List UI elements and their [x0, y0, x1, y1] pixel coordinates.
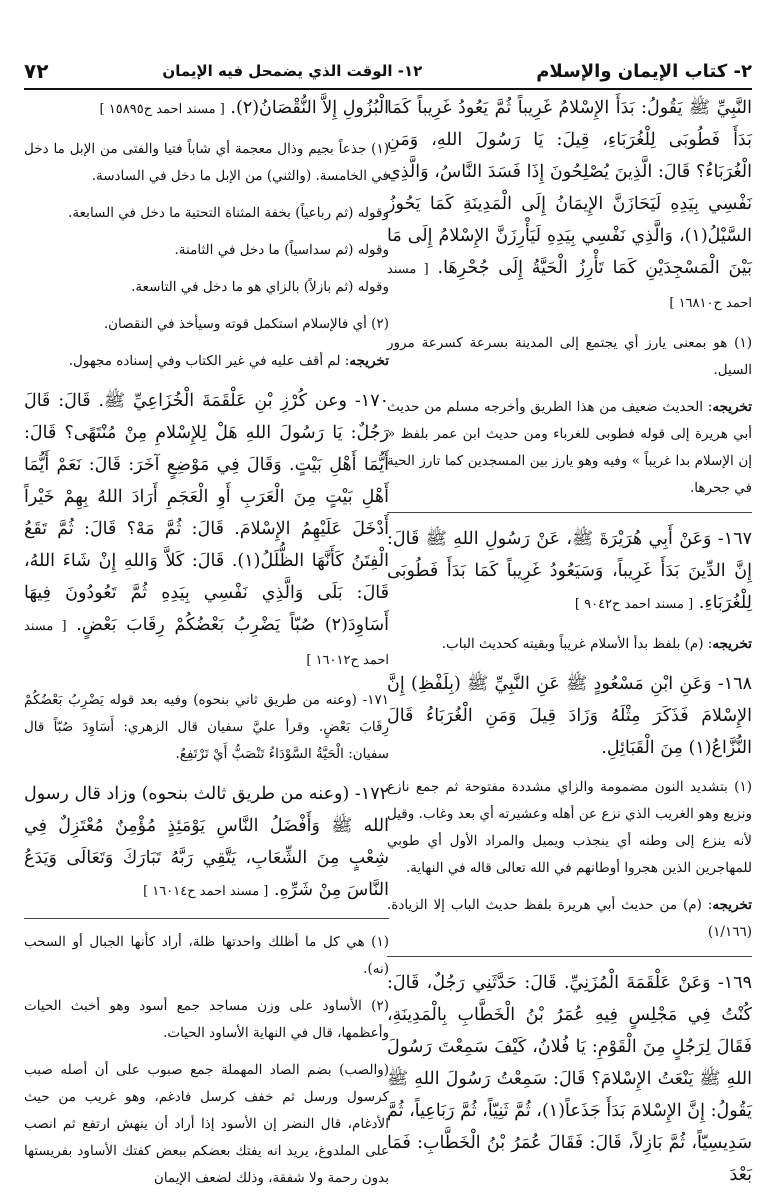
paragraph-text: ١٦٧- وَعَنْ أَبِي هُرَيْرَةَ ﷺ، عَنْ رَسُولِ اللهِ ﷺ قَالَ: إِنَّ الدِّينَ بَدَأَ غَرِيباً، وَسَيَعُودُ غَرِيباً كَمَا بَدَأَ فَطُوبَى لِلْغُرَبَاءِ.	[387, 529, 752, 613]
footnote	[24, 1057, 389, 1192]
source-reference: [ مسند احمد ح١٦٠١٢ ]	[24, 619, 389, 668]
paragraph-text: (٢) أي فالإسلام استكمل قوته وسيأخذ في النقصان.	[103, 316, 389, 332]
right-column	[387, 92, 752, 1185]
hadith-text	[24, 92, 389, 126]
paragraph-text: وقوله (ثم سداسياً) ما دخل في الثامنة.	[174, 242, 389, 258]
takhrij-note	[387, 394, 752, 502]
source-reference: [ مسند احمد ح١٦٠١٤ ]	[143, 884, 269, 899]
hadith-text	[387, 523, 752, 621]
paragraph-text: وقوله (ثم بازلاً) بالزاي هو ما دخل في التاسعة.	[131, 279, 389, 295]
takhrij-label: تخريجه	[712, 897, 752, 913]
divider	[387, 512, 752, 513]
paragraph-text: (١) جذعاً بجيم وذال معجمة أي شاباً فتيا والفتى من الإبل ما دخل في الخامسة. (والثني) من الإبل ما دخل في السادسة.	[24, 141, 389, 184]
paragraph-text: ١٦٨- وَعَنِ ابْنِ مَسْعُودٍ ﷺ عَنِ النَّبِيِّ ﷺ (بِلَفْظِ) إِنَّ الإِسْلامَ فَذَكَرَ مِثْلَهُ وَزَادَ قِيلَ وَمَنِ الْغُرَبَاءُ قَالَ النُّزَّاعُ(١) مِنَ الْقَبَائِلِ.	[387, 674, 752, 758]
header-rule	[24, 88, 752, 90]
paragraph-text: (١) بتشديد النون مضمومة والزاي مشددة مفتوحة ثم جمع نازع ونزيع وهو الغريب الذي نزع عن أهله وعشيرته أي بعد وغاب. وقيل لأنه ينزع إلى وطنه أي ينجذب ويميل والمراد الأول أي طوبي للمهاجرين الذين هجروا أوطانهم في الله تعالى قاله في النهاية.	[387, 779, 752, 876]
paragraph-text: ١٦٩- وَعَنْ عَلْقَمَةَ الْمُزَنِيِّ. قَالَ: حَدَّثَنِي رَجُلٌ، قَالَ: كُنْتُ فِي مَجْلِسٍ فِيهِ عُمَرُ بْنُ الْخَطَّابِ بِالْمَدِينَةِ، فَقَالَ لِرَجُلٍ مِنَ الْقَوْمِ: يَا فُلانُ، كَيْفَ سَمِعْتَ رَسُولَ اللهِ ﷺ يَنْعَتُ الإِسْلامَ؟ قَالَ: سَمِعْتُ رَسُولَ اللهِ ﷺ يَقُولُ: إِنَّ الإِسْلامَ بَدَأَ جَذَعاً(١)، ثُمَّ ثَنِيّاً، ثُمَّ رَبَاعِياً، ثُمَّ سَدِيسِيّاً، ثُمَّ بَازِلاً، قَالَ: فَقَالَ عُمَرُ بْنُ الْخَطَّابِ: فَمَا بَعْدَ	[387, 973, 752, 1185]
paragraph-text: وقوله (ثم رباعياً) بخفة المثناة التحتية ما دخل في السابعة.	[68, 205, 389, 221]
source-reference: [ مسند احمد ح٩٠٤٢ ]	[574, 597, 694, 612]
paragraph-text: ١٧٢- (وعنه من طريق ثالث بنحوه) وزاد قال رسول الله ﷺ وَأَفْضَلُ النَّاسِ يَوْمَئِذٍ مُؤْمِنٌ مُعْتَزِلٌ فِي شِعْبٍ مِنَ الشِّعَابِ، يَتَّقِي رَبَّهُ تَبَارَكَ وَتَعَالَى وَيَدَعُ النَّاسَ مِنْ شَرِّهِ.	[24, 784, 389, 900]
hadith-text	[387, 967, 752, 1191]
footnote	[24, 274, 389, 301]
paragraph-text: الْبُزُولِ إِلاَّ النُّقْصَانُ(٢).	[230, 98, 389, 118]
source-reference: [ مسند احمد ح١٥٨٩٥ ]	[99, 102, 225, 117]
footnote	[24, 929, 389, 983]
hadith-text	[24, 385, 389, 677]
paragraph-text: : الحديث ضعيف من هذا الطريق وأخرجه مسلم من حديث أبي هريرة إلى قوله فطوبى للغرباء ومن حديث ابن عمر بلفظ « إن الإسلام بدا غريباً » وفيه وهو يارز بين المسجدين كما تارز الحية في جحرها.	[387, 399, 752, 496]
footnote	[24, 993, 389, 1047]
paragraph-text: ١٧١- (وعنه من طريق ثاني بنحوه) وفيه بعد قوله يَضْرِبُ بَعْضُكُمْ رِقَابَ بَعْضٍ. وقرأ عليَّ سفيان قال الزهري: أَسَاوِدَ صُبّاً قال سفيان: الْحَيَّةُ السَّوْدَاءُ تَنْصَبُّ أَيْ تَرْتَفِعُ.	[24, 692, 389, 762]
paragraph-text: : (م) بلفظ بدأ الأسلام غريباً وبقيته كحديث الباب.	[441, 636, 713, 652]
footnote	[387, 774, 752, 882]
source-reference: [ مسند احمد ح١٦٨١٠ ]	[387, 262, 752, 311]
paragraph-text: : لم أقف عليه في غير الكتاب وفي إسناده مجهول.	[68, 353, 350, 369]
paragraph-text: (١) هو بمعنى يارز أي يجتمع إلى المدينة بسرعة كسرعة مرور السيل.	[387, 335, 752, 378]
paragraph-text: (٢) الأساود على وزن مساجد جمع أسود وهو أخبث الحيات وأعظمها، قال في النهاية الأساود الحيات.	[24, 998, 389, 1041]
takhrij-note	[387, 631, 752, 658]
footnote	[24, 200, 389, 227]
divider	[24, 918, 389, 919]
footnote	[24, 687, 389, 768]
hadith-text	[387, 668, 752, 764]
footnote	[24, 311, 389, 338]
page-header	[24, 56, 752, 86]
paragraph-text: ١٧٠- وعن كُرْزِ بْنِ عَلْقَمَةَ الْخُزَاعِيِّ ﷺ. قَالَ: قَالَ رَجُلٌ: يَا رَسُولَ اللهِ هَلْ لِلإِسْلامِ مِنْ مُنْتَهًى؟ قَالَ: أَيُّمَا أَهْلِ بَيْتٍ. وَقَالَ فِي مَوْضِعٍ آخَرَ: قَالَ: نَعَمْ أَيُّمَا أَهْلِ بَيْتٍ مِنَ الْعَرَبِ أَوِ الْعَجَمِ أَرَادَ اللهُ بِهِمْ خَيْراً أَدْخَلَ عَلَيْهِمُ الإِسْلامَ. قَالَ: ثُمَّ مَهْ؟ قَالَ: ثُمَّ تَقَعُ الْفِتَنُ كَأَنَّهَا الظُّلَلُ(١). قَالَ: كَلاَّ وَاللهِ إِنْ شَاءَ اللهُ، قَالَ: بَلَى وَالَّذِي نَفْسِي بِيَدِهِ ثُمَّ تَعُودُونَ فِيهَا أَسَاوِدَ(٢) صُبّاً يَضْرِبُ بَعْضُكُمْ رِقَابَ بَعْضٍ.	[24, 391, 389, 635]
paragraph-text: (والصب) بضم الصاد المهملة جمع صبوب على أن أصله صبب كرسول ورسل ثم خفف كرسل فادغم، وهو غريب من حيث الأدغام، قال النضر إن الأسود إذا أراد أن ينهش ارتفع ثم انصب على الملدوغ، يريد انه يفتك بعضكم ببعض كفتك الأساود بفريستها بدون رحمة ولا شفقة، وذلك لضعف الإيمان	[24, 1062, 389, 1186]
footnote	[24, 237, 389, 264]
section-title: ١٢- الوقت الذي يضمحل فيه الإيمان	[162, 62, 423, 80]
paragraph-text: : (م) من حديث أبي هريرة بلفظ حديث الباب إلا الزيادة. (١/١٦٦)	[387, 897, 752, 940]
takhrij-label: تخريجه	[712, 399, 752, 415]
paragraph-text: (١) هي كل ما أظلك واحدتها ظلة، أراد كأنها الجبال أو السحب (نه).	[24, 934, 389, 977]
book-chapter-title: ٢- كتاب الإيمان والإسلام	[536, 60, 752, 82]
takhrij-note	[24, 348, 389, 375]
divider	[387, 956, 752, 957]
takhrij-label: تخريجه	[349, 353, 389, 369]
page-number: ٧٢	[24, 59, 49, 83]
paragraph-text: النَّبِيِّ ﷺ يَقُولُ: بَدَأَ الإِسْلامُ غَرِيباً ثُمَّ يَعُودُ غَرِيباً كَمَا بَدَأَ فَطُوبَى لِلْغُرَبَاءِ، قِيلَ: يَا رَسُولَ اللهِ، وَمَنِ الْغُرَبَاءُ؟ قَالَ: الَّذِينَ يُصْلِحُونَ إِذَا فَسَدَ النَّاسُ، وَالَّذِي نَفْسِي بِيَدِهِ لَيَحَازَنَّ الإِيمَانُ إِلَى الْمَدِينَةِ كَمَا يَحُوزُ السَّيْلُ(١)، وَالَّذِي نَفْسِي بِيَدِهِ لَيَأْرِزَنَّ الإِسْلامُ إِلَى مَا بَيْنَ الْمَسْجِدَيْنِ كَمَا تَأْرِزُ الْحَيَّةُ إِلَى جُحْرِهَا.	[387, 98, 752, 278]
left-column	[24, 92, 389, 1186]
hadith-text	[387, 92, 752, 320]
takhrij-note	[387, 892, 752, 946]
footnote	[24, 136, 389, 190]
takhrij-label: تخريجه	[712, 636, 752, 652]
hadith-text	[24, 778, 389, 908]
footnote	[387, 330, 752, 384]
